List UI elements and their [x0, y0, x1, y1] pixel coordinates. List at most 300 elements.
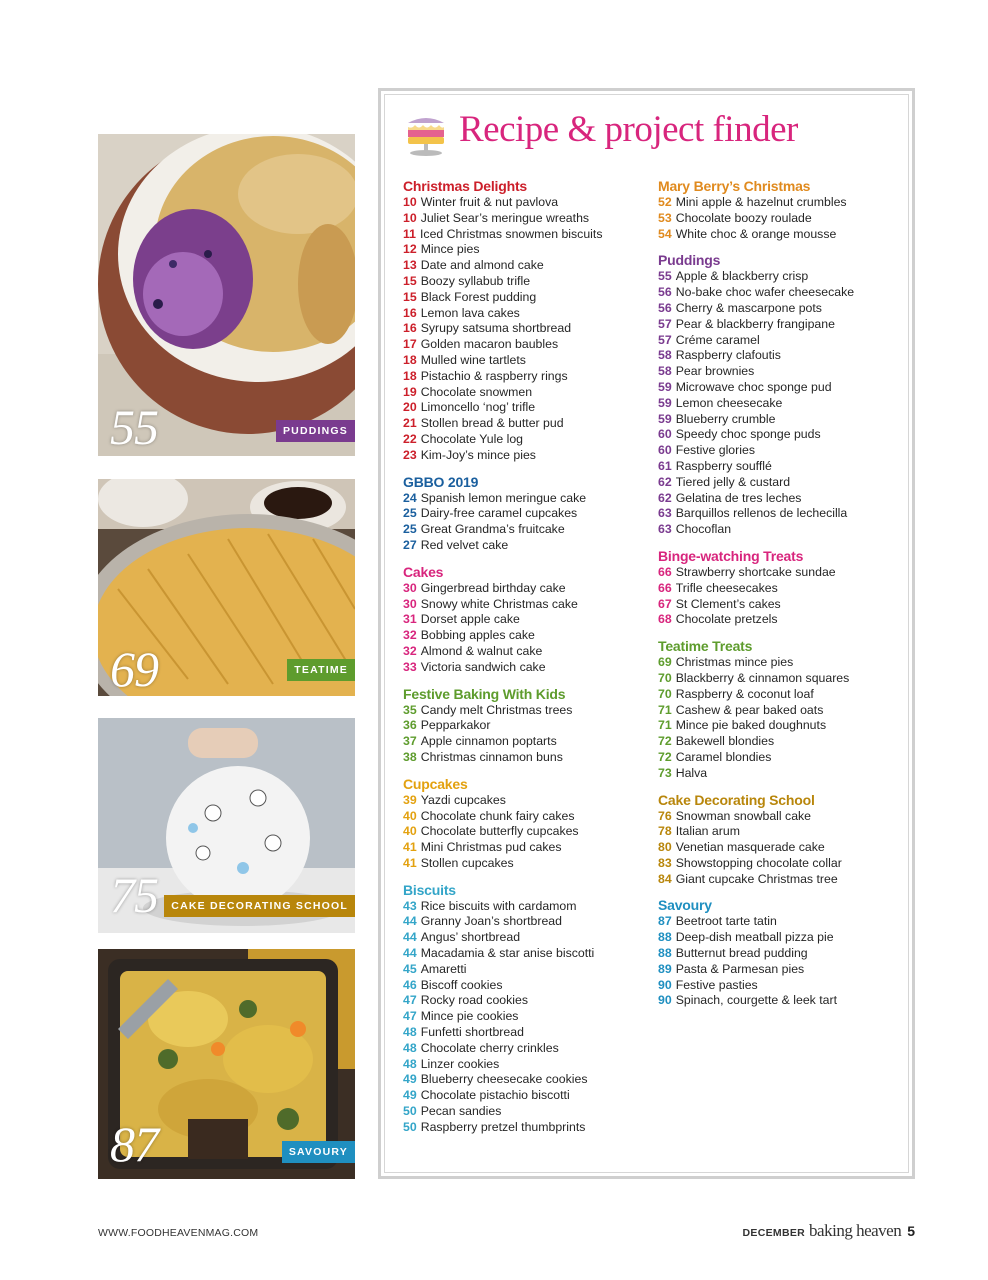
recipe-entry[interactable]: [403, 416, 653, 432]
recipe-page-number: 17: [403, 337, 417, 352]
recipe-name: Christmas mince pies: [675, 655, 794, 670]
recipe-name: Dorset apple cake: [420, 612, 520, 627]
recipe-entry[interactable]: [658, 671, 908, 687]
recipe-page-number: 33: [403, 659, 417, 674]
recipe-entry[interactable]: [403, 750, 653, 766]
recipe-page-number: 50: [403, 1119, 417, 1134]
recipe-page-number: 41: [403, 840, 417, 855]
recipe-page-number: 44: [403, 914, 417, 929]
recipe-page-number: 73: [658, 765, 672, 780]
recipe-entry[interactable]: [403, 660, 653, 676]
recipe-name: Stollen bread & butter pud: [420, 416, 564, 431]
recipe-entry[interactable]: [403, 1120, 653, 1136]
recipe-page-number: 58: [658, 348, 672, 363]
recipe-page-number: 30: [403, 580, 417, 595]
recipe-name: Syrupy satsuma shortbread: [420, 321, 572, 336]
recipe-name: Blueberry cheesecake cookies: [420, 1072, 588, 1087]
recipe-name: Mini Christmas pud cakes: [420, 840, 562, 855]
recipe-page-number: 13: [403, 258, 417, 273]
recipe-entry[interactable]: [658, 930, 908, 946]
recipe-page-number: 35: [403, 702, 417, 717]
recipe-entry[interactable]: [403, 211, 653, 227]
page-number-69: 69: [110, 641, 158, 696]
folio: [743, 1221, 915, 1241]
recipe-entry[interactable]: [658, 364, 908, 380]
recipe-page-number: 57: [658, 332, 672, 347]
recipe-entry[interactable]: [403, 353, 653, 369]
recipe-name: Chocolate boozy roulade: [675, 210, 812, 225]
section-title: Biscuits: [403, 881, 456, 898]
recipe-entry[interactable]: [403, 274, 653, 290]
recipe-page-number: 54: [658, 226, 672, 241]
section-title: Puddings: [658, 252, 721, 269]
recipe-page-number: 55: [658, 269, 672, 284]
section-title: Festive Baking With Kids: [403, 685, 566, 702]
recipe-entry[interactable]: [403, 824, 653, 840]
recipe-entry[interactable]: [658, 380, 908, 396]
recipe-entry[interactable]: [403, 258, 653, 274]
recipe-entry[interactable]: [403, 432, 653, 448]
recipe-entry[interactable]: [658, 412, 908, 428]
recipe-name: Chocolate butterfly cupcakes: [420, 824, 579, 839]
recipe-entry[interactable]: [658, 734, 908, 750]
recipe-page-number: 72: [658, 749, 672, 764]
recipe-page-number: 43: [403, 898, 417, 913]
recipe-entry[interactable]: [403, 581, 653, 597]
recipe-section: [403, 775, 653, 872]
recipe-page-number: 44: [403, 930, 417, 945]
recipe-name: Apple & blackberry crisp: [675, 269, 809, 284]
recipe-name: Biscoff cookies: [420, 977, 503, 992]
recipe-entry[interactable]: [658, 396, 908, 412]
recipe-entry[interactable]: [658, 317, 908, 333]
recipe-entry[interactable]: [403, 242, 653, 258]
recipe-entry[interactable]: [658, 459, 908, 475]
recipe-page-number: 31: [403, 612, 417, 627]
recipe-name: Spinach, courgette & leek tart: [675, 993, 838, 1008]
recipe-name: Rocky road cookies: [420, 993, 528, 1008]
recipe-page-number: 40: [403, 808, 417, 823]
photo-cake-decorating: [98, 718, 355, 933]
recipe-name: Pistachio & raspberry rings: [420, 368, 568, 383]
recipe-entry[interactable]: [403, 195, 653, 211]
recipe-entry[interactable]: [658, 655, 908, 671]
recipe-name: Pear brownies: [675, 364, 755, 379]
recipe-page-number: 15: [403, 289, 417, 304]
recipe-name: Giant cupcake Christmas tree: [675, 871, 838, 886]
recipe-entry[interactable]: [658, 522, 908, 538]
recipe-page-number: 84: [658, 871, 672, 886]
recipe-page-number: 48: [403, 1025, 417, 1040]
recipe-entry[interactable]: [658, 506, 908, 522]
recipe-page-number: 78: [658, 824, 672, 839]
recipe-name: Festive pasties: [675, 977, 758, 992]
issue-month: DECEMBER: [742, 1227, 806, 1239]
recipe-name: St Clement’s cakes: [675, 596, 781, 611]
recipe-entry[interactable]: [403, 993, 653, 1009]
recipe-name: Gingerbread birthday cake: [420, 580, 566, 595]
recipe-page-number: 58: [658, 364, 672, 379]
recipe-entry[interactable]: [403, 1025, 653, 1041]
recipe-name: Boozy syllabub trifle: [420, 273, 531, 288]
recipe-page-number: 18: [403, 368, 417, 383]
recipe-entry[interactable]: [403, 734, 653, 750]
recipe-name: Festive glories: [675, 443, 755, 458]
recipe-entry[interactable]: [403, 1057, 653, 1073]
recipe-entry[interactable]: [658, 285, 908, 301]
recipe-page-number: 56: [658, 285, 672, 300]
recipe-entry[interactable]: [403, 506, 653, 522]
recipe-page-number: 88: [658, 930, 672, 945]
recipe-page-number: 67: [658, 596, 672, 611]
recipe-name: Raspberry & coconut loaf: [675, 686, 814, 701]
recipe-name: Gelatina de tres leches: [675, 490, 802, 505]
recipe-name: Great Grandma’s fruitcake: [420, 522, 565, 537]
recipe-entry[interactable]: [403, 321, 653, 337]
recipe-name: Halva: [675, 765, 708, 780]
recipe-entry[interactable]: [403, 306, 653, 322]
recipe-entry[interactable]: [403, 369, 653, 385]
recipe-entry[interactable]: [403, 1088, 653, 1104]
recipe-entry[interactable]: [403, 400, 653, 416]
recipe-page-number: 37: [403, 734, 417, 749]
recipe-name: Pecan sandies: [420, 1104, 502, 1119]
recipe-page-number: 57: [658, 316, 672, 331]
magazine-name: baking heaven: [809, 1221, 902, 1240]
recipe-name: Tiered jelly & custard: [675, 474, 791, 489]
recipe-entry[interactable]: [403, 899, 653, 915]
recipe-page-number: 16: [403, 305, 417, 320]
recipe-entry[interactable]: [658, 703, 908, 719]
recipe-entry[interactable]: [658, 750, 908, 766]
recipe-name: Venetian masquerade cake: [675, 840, 825, 855]
recipe-entry[interactable]: [658, 612, 908, 628]
photo-teatime: [98, 479, 355, 696]
recipe-name: Golden macaron baubles: [420, 337, 559, 352]
recipe-page-number: 62: [658, 474, 672, 489]
recipe-page-number: 47: [403, 993, 417, 1008]
recipe-entry[interactable]: [403, 385, 653, 401]
recipe-name: Mince pie cookies: [420, 1009, 519, 1024]
recipe-entry[interactable]: [658, 597, 908, 613]
recipe-entry[interactable]: [403, 930, 653, 946]
recipe-name: Linzer cookies: [420, 1056, 500, 1071]
recipe-name: Italian arum: [675, 824, 740, 839]
recipe-page-number: 41: [403, 855, 417, 870]
recipe-page-number: 48: [403, 1040, 417, 1055]
recipe-name: Trifle cheesecakes: [675, 580, 778, 595]
section-tag-savoury[interactable]: SAVOURY: [282, 1141, 355, 1163]
recipe-name: Beetroot tarte tatin: [675, 914, 777, 929]
recipe-name: Mince pie baked doughnuts: [675, 718, 827, 733]
recipe-page-number: 18: [403, 352, 417, 367]
recipe-page-number: 90: [658, 977, 672, 992]
recipe-page-number: 39: [403, 792, 417, 807]
recipe-page-number: 49: [403, 1088, 417, 1103]
recipe-page-number: 32: [403, 628, 417, 643]
recipe-name: Spanish lemon meringue cake: [420, 490, 587, 505]
recipe-page-number: 11: [403, 226, 416, 241]
recipe-page-number: 72: [658, 734, 672, 749]
recipe-name: Cashew & pear baked oats: [675, 702, 824, 717]
recipe-name: Barquillos rellenos de lechecilla: [675, 506, 848, 521]
recipe-page-number: 50: [403, 1104, 417, 1119]
recipe-entry[interactable]: [403, 914, 653, 930]
recipe-page-number: 89: [658, 961, 672, 976]
section-title: Binge-watching Treats: [658, 547, 804, 564]
recipe-page-number: 19: [403, 384, 417, 399]
section-tag-teatime[interactable]: TEATIME: [287, 659, 355, 681]
recipe-entry[interactable]: [658, 840, 908, 856]
recipe-name: Butternut bread pudding: [675, 946, 808, 961]
recipe-entry[interactable]: [403, 1104, 653, 1120]
recipe-entry[interactable]: [403, 840, 653, 856]
recipe-page-number: 60: [658, 427, 672, 442]
layer-cake-icon: [403, 110, 449, 156]
recipe-entry[interactable]: [658, 475, 908, 491]
recipe-page-number: 48: [403, 1056, 417, 1071]
recipe-entry[interactable]: [658, 809, 908, 825]
recipe-entry[interactable]: [658, 581, 908, 597]
recipe-name: Chocoflan: [675, 522, 732, 537]
recipe-page-number: 63: [658, 506, 672, 521]
recipe-section: [403, 473, 653, 554]
recipe-entry[interactable]: [658, 269, 908, 285]
recipe-entry[interactable]: [403, 856, 653, 872]
recipe-page-number: 25: [403, 522, 417, 537]
recipe-name: Apple cinnamon poptarts: [420, 734, 557, 749]
recipe-page-number: 23: [403, 447, 417, 462]
recipe-entry[interactable]: [658, 565, 908, 581]
page-title: Recipe & project finder: [459, 109, 798, 150]
recipe-name: Blueberry crumble: [675, 411, 776, 426]
recipe-entry[interactable]: [658, 195, 908, 211]
section-tag-cake-decorating[interactable]: CAKE DECORATING SCHOOL: [164, 895, 355, 917]
recipe-page-number: 25: [403, 506, 417, 521]
recipe-column-right: [658, 177, 908, 1018]
recipe-page-number: 10: [403, 195, 417, 209]
recipe-name: No-bake choc wafer cheesecake: [675, 285, 855, 300]
recipe-name: Limoncello ‘nog’ trifle: [420, 400, 536, 415]
page-number-75: 75: [110, 867, 158, 923]
recipe-name: Macadamia & star anise biscotti: [420, 946, 595, 961]
website-url[interactable]: WWW.FOODHEAVENMAG.COM: [98, 1227, 259, 1239]
recipe-entry[interactable]: [403, 703, 653, 719]
recipe-name: Date and almond cake: [420, 258, 544, 273]
recipe-name: Kim-Joy’s mince pies: [420, 447, 536, 462]
photo-puddings: [98, 134, 355, 456]
recipe-page-number: 46: [403, 977, 417, 992]
recipe-name: Pear & blackberry frangipane: [675, 316, 835, 331]
recipe-page-number: 22: [403, 431, 417, 446]
recipe-page-number: 45: [403, 961, 417, 976]
recipe-entry[interactable]: [658, 333, 908, 349]
recipe-page-number: 53: [658, 210, 672, 225]
recipe-section: [403, 177, 653, 464]
recipe-page-number: 16: [403, 321, 417, 336]
recipe-page-number: 12: [403, 242, 417, 257]
recipe-column-left: [403, 177, 653, 1145]
recipe-name: Black Forest pudding: [420, 289, 537, 304]
recipe-entry[interactable]: [658, 227, 908, 243]
recipe-entry[interactable]: [658, 824, 908, 840]
recipe-section: [658, 637, 908, 781]
recipe-name: Strawberry shortcake sundae: [675, 564, 836, 579]
recipe-name: Créme caramel: [675, 332, 760, 347]
recipe-entry[interactable]: [658, 443, 908, 459]
recipe-name: Pepparkakor: [420, 718, 491, 733]
recipe-entry[interactable]: [658, 427, 908, 443]
recipe-name: Dairy-free caramel cupcakes: [420, 506, 578, 521]
recipe-entry[interactable]: [403, 962, 653, 978]
page-number-87: 87: [110, 1116, 158, 1172]
recipe-section: [658, 251, 908, 538]
recipe-name: Snowy white Christmas cake: [420, 596, 578, 611]
recipe-entry[interactable]: [403, 1072, 653, 1088]
recipe-page-number: 88: [658, 946, 672, 961]
recipe-entry[interactable]: [403, 809, 653, 825]
page-number: 5: [907, 1223, 915, 1239]
recipe-entry[interactable]: [658, 946, 908, 962]
recipe-page-number: 52: [658, 195, 672, 209]
recipe-name: Candy melt Christmas trees: [420, 702, 573, 717]
recipe-entry[interactable]: [403, 290, 653, 306]
section-title: Teatime Treats: [658, 638, 753, 655]
recipe-entry[interactable]: [403, 718, 653, 734]
recipe-name: Bobbing apples cake: [420, 628, 535, 643]
recipe-entry[interactable]: [403, 628, 653, 644]
recipe-page-number: 30: [403, 596, 417, 611]
recipe-page-number: 27: [403, 537, 417, 552]
recipe-entry[interactable]: [403, 448, 653, 464]
recipe-entry[interactable]: [658, 872, 908, 888]
recipe-page-number: 69: [658, 655, 672, 670]
recipe-name: Chocolate chunk fairy cakes: [420, 808, 575, 823]
recipe-section: [403, 881, 653, 1136]
recipe-entry[interactable]: [658, 993, 908, 1009]
recipe-entry[interactable]: [403, 612, 653, 628]
recipe-page-number: 68: [658, 612, 672, 627]
recipe-page-number: 70: [658, 686, 672, 701]
section-title: Savoury: [658, 897, 712, 914]
recipe-entry[interactable]: [403, 1041, 653, 1057]
section-title: GBBO 2019: [403, 473, 479, 490]
recipe-page-number: 70: [658, 670, 672, 685]
recipe-name: Lemon lava cakes: [420, 305, 520, 320]
recipe-name: Red velvet cake: [420, 537, 509, 552]
recipe-entry[interactable]: [403, 597, 653, 613]
recipe-page-number: 63: [658, 522, 672, 537]
recipe-name: Iced Christmas snowmen biscuits: [420, 226, 603, 241]
recipe-page-number: 59: [658, 379, 672, 394]
recipe-entry[interactable]: [403, 227, 653, 243]
recipe-page-number: 60: [658, 443, 672, 458]
recipe-entry[interactable]: [403, 644, 653, 660]
recipe-page-number: 66: [658, 580, 672, 595]
recipe-page-number: 49: [403, 1072, 417, 1087]
recipe-entry[interactable]: [403, 1009, 653, 1025]
recipe-name: Mince pies: [420, 242, 480, 257]
recipe-page-number: 90: [658, 993, 672, 1008]
recipe-entry[interactable]: [403, 793, 653, 809]
recipe-name: Chocolate pretzels: [675, 612, 778, 627]
recipe-name: Rice biscuits with cardamom: [420, 898, 577, 913]
recipe-entry[interactable]: [658, 211, 908, 227]
recipe-name: Winter fruit & nut pavlova: [420, 195, 559, 209]
recipe-section: [658, 896, 908, 1009]
recipe-page-number: 15: [403, 273, 417, 288]
recipe-entry[interactable]: [403, 491, 653, 507]
recipe-entry[interactable]: [658, 962, 908, 978]
recipe-name: Mini apple & hazelnut crumbles: [675, 195, 847, 209]
recipe-name: Chocolate snowmen: [420, 384, 533, 399]
recipe-entry[interactable]: [403, 522, 653, 538]
recipe-section: [403, 685, 653, 766]
recipe-name: Caramel blondies: [675, 749, 772, 764]
recipe-page-number: 83: [658, 855, 672, 870]
page-number-55: 55: [110, 399, 158, 455]
recipe-name: Granny Joan’s shortbread: [420, 914, 562, 929]
recipe-name: Cherry & mascarpone pots: [675, 300, 822, 315]
recipe-page-number: 44: [403, 946, 417, 961]
recipe-page-number: 21: [403, 416, 417, 431]
recipe-page-number: 59: [658, 411, 672, 426]
recipe-entry[interactable]: [658, 856, 908, 872]
recipe-page-number: 71: [658, 718, 672, 733]
recipe-section: [403, 563, 653, 676]
recipe-page-number: 87: [658, 914, 672, 929]
recipe-name: Yazdi cupcakes: [420, 792, 506, 807]
recipe-entry[interactable]: [658, 914, 908, 930]
recipe-section: [658, 547, 908, 628]
recipe-page-number: 62: [658, 490, 672, 505]
recipe-entry[interactable]: [403, 978, 653, 994]
recipe-name: Angus’ shortbread: [420, 930, 521, 945]
recipe-page-number: 80: [658, 840, 672, 855]
recipe-name: Raspberry pretzel thumbprints: [420, 1119, 586, 1134]
recipe-entry[interactable]: [658, 978, 908, 994]
recipe-page-number: 32: [403, 643, 417, 658]
recipe-entry[interactable]: [403, 538, 653, 554]
recipe-name: Deep-dish meatball pizza pie: [675, 930, 834, 945]
recipe-name: Snowman snowball cake: [675, 808, 812, 823]
recipe-entry[interactable]: [658, 718, 908, 734]
section-tag-puddings[interactable]: PUDDINGS: [276, 420, 355, 442]
recipe-entry[interactable]: [403, 337, 653, 353]
recipe-name: Mulled wine tartlets: [420, 352, 526, 367]
recipe-page-number: 40: [403, 824, 417, 839]
recipe-name: Speedy choc sponge puds: [675, 427, 821, 442]
recipe-name: Almond & walnut cake: [420, 643, 543, 658]
recipe-name: Lemon cheesecake: [675, 395, 783, 410]
recipe-page-number: 56: [658, 300, 672, 315]
recipe-page-number: 71: [658, 702, 672, 717]
recipe-name: Blackberry & cinnamon squares: [675, 670, 850, 685]
recipe-page-number: 47: [403, 1009, 417, 1024]
recipe-section: [658, 791, 908, 888]
recipe-entry[interactable]: [658, 687, 908, 703]
recipe-entry[interactable]: [658, 766, 908, 782]
recipe-name: Funfetti shortbread: [420, 1025, 524, 1040]
recipe-name: Victoria sandwich cake: [420, 659, 546, 674]
recipe-entry[interactable]: [658, 491, 908, 507]
recipe-page-number: 61: [658, 458, 672, 473]
recipe-entry[interactable]: [658, 301, 908, 317]
recipe-entry[interactable]: [403, 946, 653, 962]
recipe-name: Microwave choc sponge pud: [675, 379, 832, 394]
recipe-page-number: 10: [403, 210, 417, 225]
recipe-entry[interactable]: [658, 348, 908, 364]
